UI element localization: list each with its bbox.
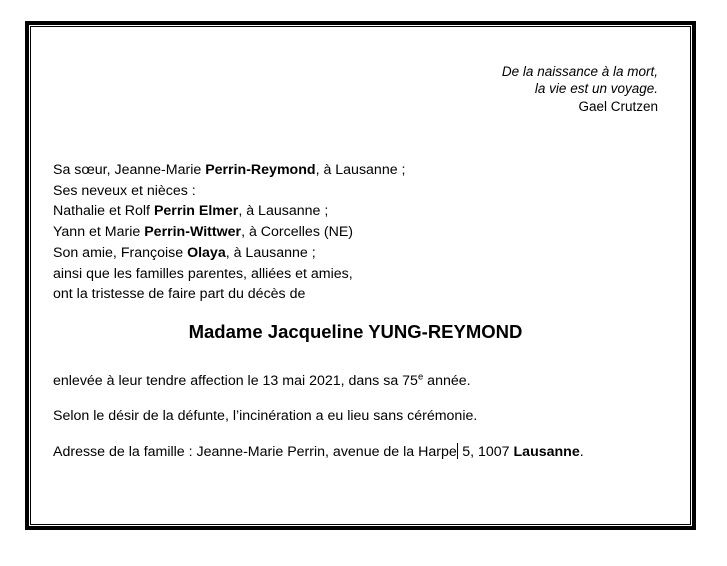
text-segment: . (579, 444, 584, 460)
text-segment: enlevée à leur tendre affection le 13 mai 2021, dans sa 75 (53, 373, 418, 389)
quote-line-1: De la naissance à la mort, (501, 64, 658, 79)
text-segment: Yann et Marie (53, 224, 145, 241)
text-segment: 5, 1007 (458, 444, 514, 460)
family-line (53, 201, 658, 222)
text-segment: Perrin-Reymond (205, 162, 316, 178)
text-segment: e (417, 371, 424, 383)
deceased-name: Madame Jacqueline YUNG-REYMOND (188, 321, 523, 342)
text-segment: ainsi que les familles parentes, alliées et amies, (53, 265, 353, 282)
text-segment: Adresse de la famille : Jeanne-Marie Perrin, avenue de la Harpe (53, 444, 457, 460)
text-segment: Son amie, Françoise (53, 244, 188, 261)
family-line (53, 284, 658, 305)
family-line (53, 222, 658, 243)
text-segment: , à Lausanne ; (315, 162, 406, 178)
quote-block (53, 63, 658, 115)
text-segment: ont la tristesse de faire part du décès de (53, 286, 306, 303)
quote-attribution: Gael Crutzen (578, 98, 658, 114)
text-segment: Nathalie et Rolf (53, 203, 154, 220)
family-line (53, 181, 658, 202)
family-line (53, 160, 658, 181)
quote-line-2: la vie est un voyage. (534, 81, 658, 97)
text-segment: année. (423, 373, 471, 389)
text-segment: Sa sœur, Jeanne-Marie (53, 162, 206, 178)
text-segment: Ses neveux et nièces : (53, 182, 196, 199)
address-before-caret (53, 444, 457, 460)
text-segment: Perrin-Wittwer (144, 224, 242, 241)
text-segment: Perrin Elmer (153, 203, 239, 220)
text-segment: , à Lausanne ; (225, 244, 316, 261)
text-segment: , à Lausanne ; (238, 203, 329, 220)
address-line (53, 442, 687, 463)
text-segment: Lausanne (513, 444, 580, 460)
family-line (53, 243, 658, 264)
text-segment: Olaya (187, 244, 226, 261)
ceremony-line: Selon le désir de la défunte, l’incinération a eu lieu sans cérémonie. (53, 408, 478, 424)
family-announcement (53, 160, 658, 305)
text-segment: , à Corcelles (NE) (241, 224, 354, 241)
family-line (53, 264, 658, 285)
death-date-line (53, 371, 687, 392)
address-after-caret (458, 444, 583, 460)
